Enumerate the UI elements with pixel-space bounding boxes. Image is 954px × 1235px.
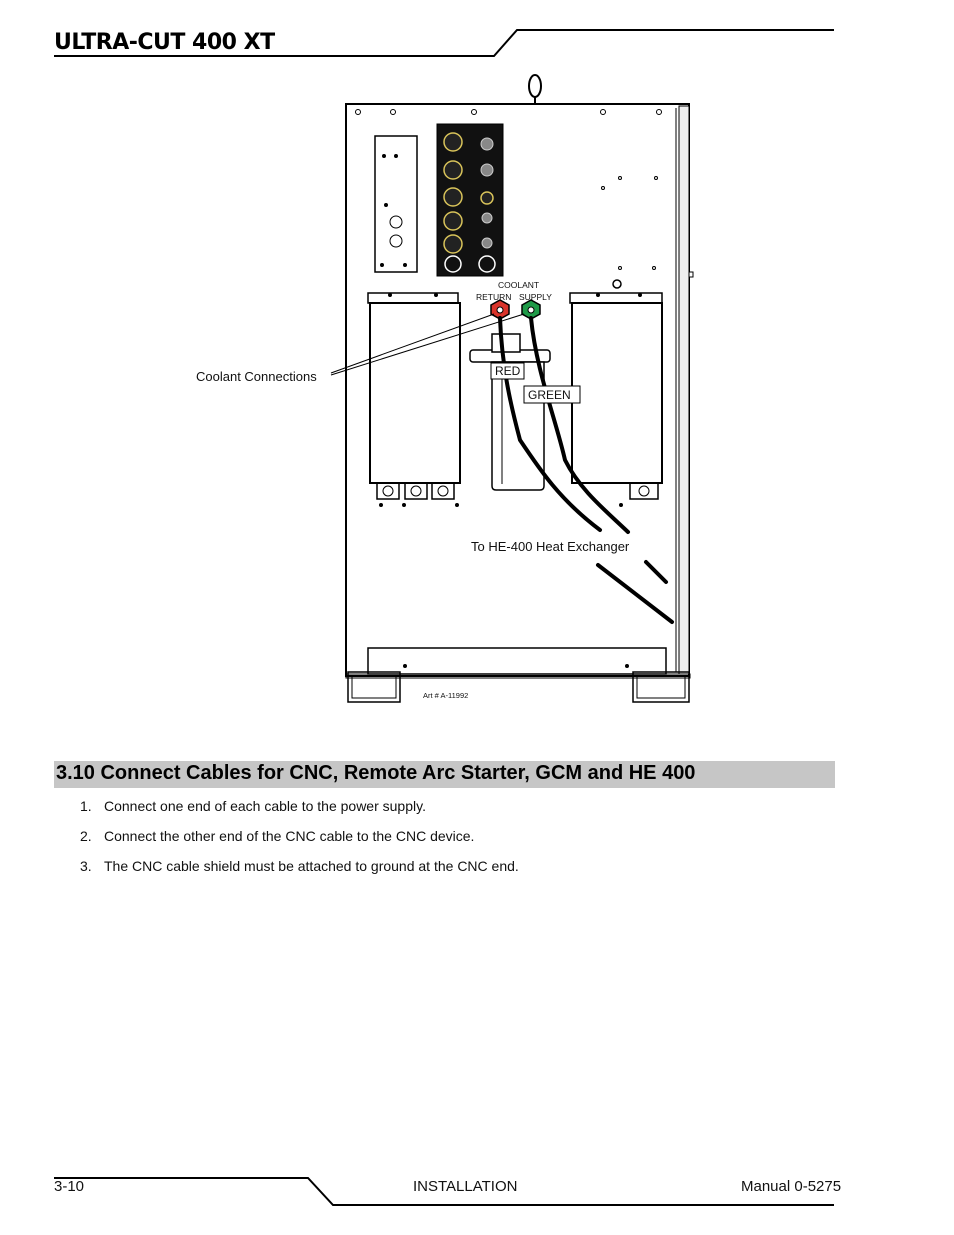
heat-exchanger-label: To HE-400 Heat Exchanger [471, 539, 630, 554]
connector-panel [437, 124, 503, 276]
art-number: Art # A-11992 [423, 691, 469, 700]
supply-label: SUPPLY [519, 292, 552, 302]
red-tag-label: RED [495, 364, 521, 378]
chapter-name: INSTALLATION [413, 1178, 518, 1195]
green-tag-label: GREEN [528, 388, 571, 402]
page-number: 3-10 [54, 1178, 85, 1195]
step-text: The CNC cable shield must be attached to ground at the CNC end. [104, 858, 519, 874]
return-label: RETURN [476, 292, 512, 302]
manual-number: Manual 0-5275 [741, 1178, 842, 1195]
top-screws [356, 110, 662, 115]
coolant-label: COOLANT [498, 280, 540, 290]
left-cover-plate [375, 136, 417, 272]
lifting-eye [529, 75, 541, 104]
step-number: 3. [80, 858, 92, 874]
right-cooling-module [570, 293, 662, 507]
left-cooling-module [368, 293, 460, 507]
coolant-connections-callout: Coolant Connections [196, 369, 317, 384]
section-heading: 3.10 Connect Cables for CNC, Remote Arc Starter, GCM and HE 400 [56, 762, 696, 784]
step-text: Connect one end of each cable to the power supply. [104, 798, 426, 814]
document-title: ULTRA-CUT 400 XT [54, 30, 275, 55]
step-number: 2. [80, 828, 92, 844]
step-number: 1. [80, 798, 92, 814]
step-text: Connect the other end of the CNC cable to the CNC device. [104, 828, 475, 844]
